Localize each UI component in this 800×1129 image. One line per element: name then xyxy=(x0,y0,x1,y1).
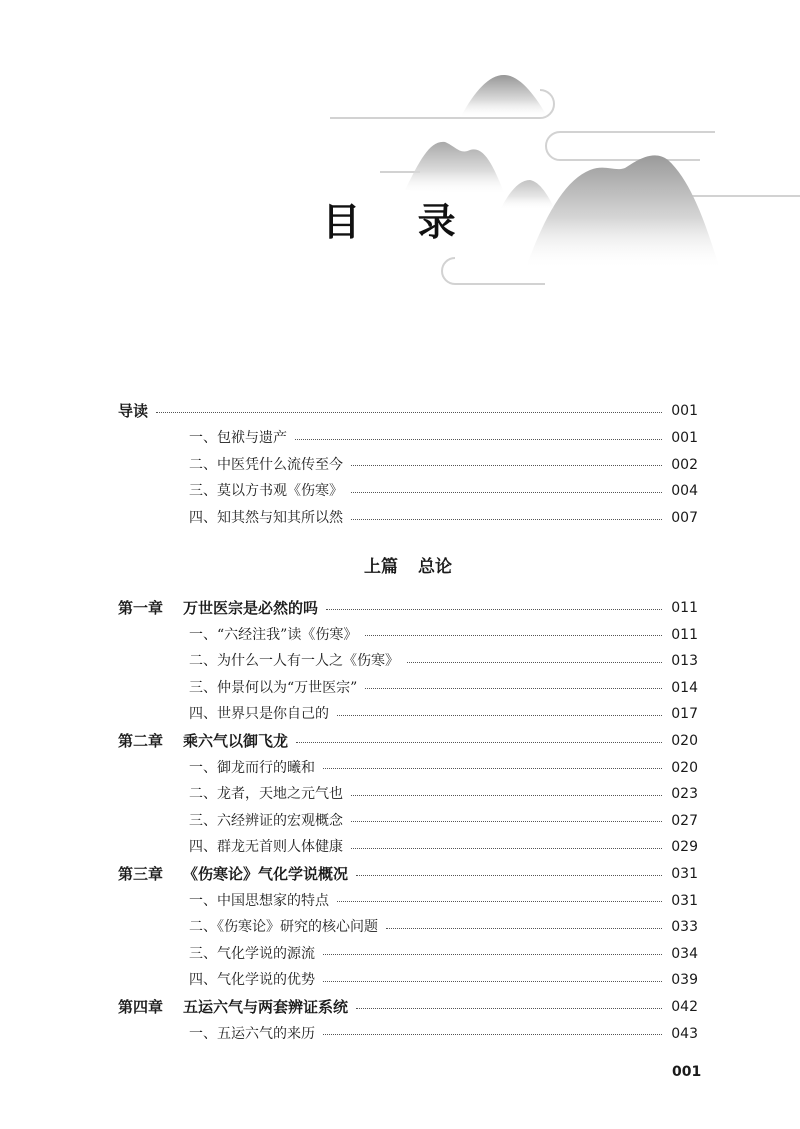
toc-chapter-entry[interactable] xyxy=(118,996,698,1018)
toc-entry-label: 五运六气与两套辨证系统 xyxy=(183,998,349,1016)
toc-section-entry[interactable] xyxy=(189,480,698,502)
toc-entry-label: 四、群龙无首则人体健康 xyxy=(189,839,343,856)
dot-leader xyxy=(323,981,662,982)
dot-leader xyxy=(323,768,662,769)
toc-page-number: 011 xyxy=(671,600,698,616)
toc-page-number: 020 xyxy=(671,759,698,776)
toc-entry-label: 四、气化学说的优势 xyxy=(189,972,315,989)
toc-page-number: 043 xyxy=(671,1025,698,1042)
dot-leader xyxy=(356,1008,662,1009)
page-number: 001 xyxy=(672,1064,702,1080)
toc-page-number: 033 xyxy=(671,919,698,936)
toc-entry-label: 二、为什么一人有一人之《伤寒》 xyxy=(189,653,399,670)
toc-page-number: 001 xyxy=(671,430,698,446)
toc-entry-label: 万世医宗是必然的吗 xyxy=(183,599,319,617)
dot-leader xyxy=(351,519,662,520)
dot-leader xyxy=(295,439,662,440)
toc-page-number: 013 xyxy=(671,653,698,670)
dot-leader xyxy=(337,715,662,716)
dot-leader xyxy=(351,465,662,466)
toc-entry-label: 四、世界只是你自己的 xyxy=(189,706,329,723)
toc-chapter-entry[interactable] xyxy=(118,863,698,885)
toc-section-entry[interactable] xyxy=(189,507,698,529)
dot-leader xyxy=(326,609,662,610)
toc-page-number: 014 xyxy=(671,679,698,696)
dot-leader xyxy=(365,688,662,689)
toc-entry-label: 四、知其然与知其所以然 xyxy=(189,510,343,527)
dot-leader xyxy=(323,1034,662,1035)
toc-entry-label: 《伤寒论》气化学说概况 xyxy=(183,865,349,883)
toc-section-entry[interactable] xyxy=(189,454,698,476)
toc-section-entry[interactable] xyxy=(189,757,698,779)
dot-leader xyxy=(351,848,662,849)
toc-section-entry[interactable] xyxy=(189,969,698,991)
dot-leader xyxy=(156,412,662,413)
dot-leader xyxy=(296,742,662,743)
toc-entry-label: 一、御龙而行的曦和 xyxy=(189,759,315,776)
toc-section-entry[interactable] xyxy=(189,427,698,449)
dot-leader xyxy=(337,901,662,902)
toc-entry-label: 一、中国思想家的特点 xyxy=(189,892,329,909)
toc-page-number: 034 xyxy=(671,945,698,962)
dot-leader xyxy=(351,795,662,796)
toc-entry-label: 二、中医凭什么流传至今 xyxy=(189,456,343,473)
toc-entry-label: 乘六气以御飞龙 xyxy=(183,732,289,750)
page-title: 目 录 xyxy=(322,200,478,244)
toc-page-number: 011 xyxy=(671,626,698,643)
toc-entry-label: 一、“六经注我”读《伤寒》 xyxy=(189,626,358,643)
toc-page-number: 031 xyxy=(671,866,698,882)
toc-page-number: 027 xyxy=(671,812,698,829)
toc-page-number: 001 xyxy=(671,403,698,419)
toc-section-entry[interactable] xyxy=(189,916,698,938)
toc-page-number: 039 xyxy=(671,972,698,989)
dot-leader xyxy=(407,662,662,663)
toc-section-entry[interactable] xyxy=(189,677,698,699)
toc-section-entry[interactable] xyxy=(189,1023,698,1045)
toc-entry-label: 一、五运六气的来历 xyxy=(189,1025,315,1042)
chapter-number: 第四章 xyxy=(118,998,164,1016)
dot-leader xyxy=(365,635,662,636)
toc-page-number: 017 xyxy=(671,706,698,723)
toc-entry-label: 二、《伤寒论》研究的核心问题 xyxy=(189,919,378,936)
dot-leader xyxy=(323,954,662,955)
toc-page-number: 004 xyxy=(671,483,698,500)
toc-section-entry[interactable] xyxy=(189,810,698,832)
dot-leader xyxy=(351,821,662,822)
chapter-number: 第一章 xyxy=(118,599,164,617)
toc-section-entry[interactable] xyxy=(189,943,698,965)
dot-leader xyxy=(386,928,662,929)
toc-entry-label: 二、龙者，天地之元气也 xyxy=(189,786,343,803)
toc-chapter-entry[interactable] xyxy=(118,597,698,619)
toc-chapter-entry[interactable] xyxy=(118,400,698,422)
toc-entry-label: 三、莫以方书观《伤寒》 xyxy=(189,483,343,500)
toc-section-entry[interactable] xyxy=(189,703,698,725)
dot-leader xyxy=(351,492,662,493)
toc-section-entry[interactable] xyxy=(189,650,698,672)
dot-leader xyxy=(356,875,662,876)
toc-section-entry[interactable] xyxy=(189,783,698,805)
toc-chapter-entry[interactable] xyxy=(118,730,698,752)
toc-entry-label: 导读 xyxy=(118,402,149,420)
toc-entry-label: 一、包袱与遗产 xyxy=(189,430,287,446)
toc-page-number: 031 xyxy=(671,892,698,909)
mountain-cloud-illustration xyxy=(0,0,800,300)
chapter-number: 第三章 xyxy=(118,865,164,883)
part-title: 上篇 总论 xyxy=(364,557,452,577)
toc-page-number: 002 xyxy=(671,456,698,473)
toc-page-number: 029 xyxy=(671,839,698,856)
chapter-number: 第二章 xyxy=(118,732,164,750)
toc-page-number: 023 xyxy=(671,786,698,803)
toc-section-entry[interactable] xyxy=(189,836,698,858)
toc-entry-label: 三、仲景何以为“万世医宗” xyxy=(189,679,358,696)
toc-page-number: 020 xyxy=(671,733,698,749)
toc-entry-label: 三、气化学说的源流 xyxy=(189,945,315,962)
toc-entry-label: 三、六经辨证的宏观概念 xyxy=(189,812,343,829)
toc-page-number: 042 xyxy=(671,999,698,1015)
toc-page-number: 007 xyxy=(671,510,698,527)
toc-section-entry[interactable] xyxy=(189,624,698,646)
toc-section-entry[interactable] xyxy=(189,890,698,912)
